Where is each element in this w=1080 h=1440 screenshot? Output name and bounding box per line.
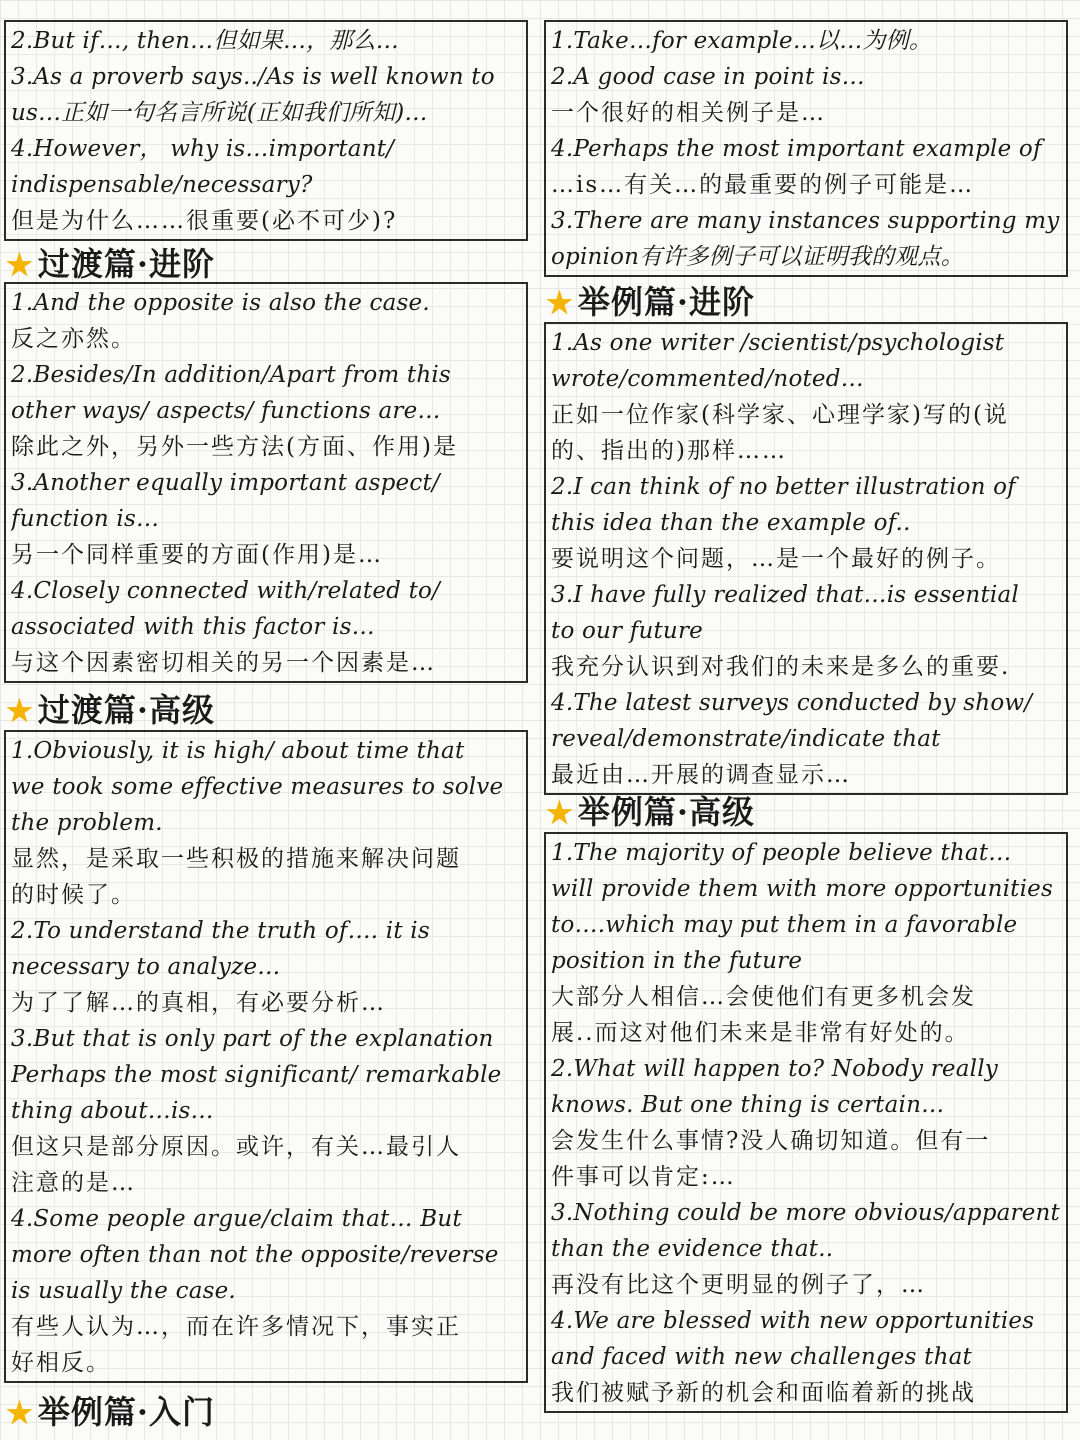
phrase-line: 2.Besides/In addition/Apart from this bbox=[11, 362, 451, 388]
heading-text: 过渡篇·进阶 bbox=[37, 245, 216, 283]
phrase-line: 与这个因素密切相关的另一个因素是… bbox=[11, 650, 436, 676]
phrase-line: 3.I have fully realized that…is essential bbox=[551, 582, 1019, 608]
phrase-line: 1.And the opposite is also the case. bbox=[11, 290, 430, 316]
transition-basic-phrases-box bbox=[4, 20, 528, 241]
heading-transition-advanced bbox=[6, 688, 215, 732]
phrase-line: 大部分人相信…会使他们有更多机会发 bbox=[551, 984, 976, 1010]
phrase-line: 好相反。 bbox=[11, 1350, 111, 1376]
phrase-line: 我充分认识到对我们的未来是多么的重要. bbox=[551, 654, 1011, 680]
phrase-line: 会发生什么事情?没人确切知道。但有一 bbox=[551, 1128, 991, 1154]
phrase-line: we took some effective measures to solve bbox=[11, 774, 504, 800]
phrase-line: to….which may put them in a favorable bbox=[551, 912, 1018, 938]
phrase-line: 1.The majority of people believe that… bbox=[551, 840, 1012, 866]
phrase-line: 要说明这个问题，…是一个最好的例子。 bbox=[551, 546, 1001, 572]
phrase-line: 4.We are blessed with new opportunities bbox=[551, 1308, 1035, 1334]
heading-text: 举例篇·高级 bbox=[577, 793, 756, 831]
phrase-line: thing about…is… bbox=[11, 1098, 214, 1124]
phrase-line: opinion有许多例子可以证明我的观点。 bbox=[551, 244, 964, 270]
phrase-line: than the evidence that.. bbox=[551, 1236, 834, 1262]
phrase-line: 2.I can think of no better illustration of bbox=[551, 474, 1016, 500]
phrase-line: 的时候了。 bbox=[11, 882, 136, 908]
phrase-line: 4.Perhaps the most important example of bbox=[551, 136, 1042, 162]
phrase-line: reveal/demonstrate/indicate that bbox=[551, 726, 941, 752]
phrase-line: indispensable/necessary? bbox=[11, 172, 313, 198]
phrase-line: 4.Closely connected with/related to/ bbox=[11, 578, 441, 604]
phrase-line: 另一个同样重要的方面(作用)是… bbox=[11, 542, 383, 568]
phrase-line: 件事可以肯定:… bbox=[551, 1164, 736, 1190]
star-icon: ★ bbox=[546, 796, 574, 831]
phrase-line: 2.A good case in point is… bbox=[551, 64, 865, 90]
phrase-line: more often than not the opposite/reverse bbox=[11, 1242, 499, 1268]
star-icon: ★ bbox=[6, 248, 34, 283]
phrase-line: 反之亦然。 bbox=[11, 326, 136, 352]
phrase-line: 2.What will happen to? Nobody really bbox=[551, 1056, 998, 1082]
heading-text: 举例篇·进阶 bbox=[577, 283, 756, 321]
example-intermediate-phrases-box bbox=[544, 322, 1068, 795]
phrase-line: 除此之外，另外一些方法(方面、作用)是 bbox=[11, 434, 458, 460]
phrase-line: Perhaps the most significant/ remarkable bbox=[11, 1062, 502, 1088]
phrase-line: 正如一位作家(科学家、心理学家)写的(说 bbox=[551, 402, 1009, 428]
phrase-line: 再没有比这个更明显的例子了，… bbox=[551, 1272, 926, 1298]
phrase-line: 4.The latest surveys conducted by show/ bbox=[551, 690, 1033, 716]
phrase-line: this idea than the example of.. bbox=[551, 510, 911, 536]
phrase-line: function is… bbox=[11, 506, 160, 532]
phrase-line: 3.But that is only part of the explanation bbox=[11, 1026, 494, 1052]
phrase-line: us…正如一句名言所说(正如我们所知)… bbox=[11, 100, 428, 126]
phrase-line: 1.Obviously, it is high/ about time that bbox=[11, 738, 465, 764]
example-basic-phrases-box bbox=[544, 20, 1068, 277]
phrase-line: 显然，是采取一些积极的措施来解决问题 bbox=[11, 846, 461, 872]
phrase-line: 一个很好的相关例子是… bbox=[551, 100, 826, 126]
phrase-line: 2.But if…, then…但如果…，那么… bbox=[11, 28, 399, 54]
phrase-line: 有些人认为…，而在许多情况下，事实正 bbox=[11, 1314, 461, 1340]
phrase-line: and faced with new challenges that bbox=[551, 1344, 972, 1370]
phrase-line: 1.Take…for example…以…为例。 bbox=[551, 28, 933, 54]
heading-example-advanced bbox=[546, 790, 755, 834]
phrase-line: 最近由…开展的调查显示… bbox=[551, 762, 851, 788]
phrase-line: other ways/ aspects/ functions are… bbox=[11, 398, 441, 424]
star-icon: ★ bbox=[546, 286, 574, 321]
phrase-line: wrote/commented/noted… bbox=[551, 366, 864, 392]
phrase-line: 3.Nothing could be more obvious/apparent bbox=[551, 1200, 1060, 1226]
heading-text: 过渡篇·高级 bbox=[37, 691, 216, 729]
phrase-line: 4.Some people argue/claim that… But bbox=[11, 1206, 462, 1232]
heading-example-intermediate bbox=[546, 280, 755, 324]
phrase-line: 3.There are many instances supporting my bbox=[551, 208, 1060, 234]
phrase-line: 我们被赋予新的机会和面临着新的挑战 bbox=[551, 1380, 976, 1406]
phrase-line: 但是为什么……很重要(必不可少)? bbox=[11, 208, 398, 234]
transition-intermediate-phrases-box bbox=[4, 282, 528, 683]
heading-transition-intermediate bbox=[6, 242, 215, 286]
heading-example-basic bbox=[6, 1390, 215, 1434]
phrase-line: associated with this factor is… bbox=[11, 614, 375, 640]
phrase-line: 3.Another equally important aspect/ bbox=[11, 470, 440, 496]
star-icon: ★ bbox=[6, 1396, 34, 1431]
phrase-line: 1.As one writer /scientist/psychologist bbox=[551, 330, 1005, 356]
phrase-line: knows. But one thing is certain… bbox=[551, 1092, 945, 1118]
phrase-line: 为了了解…的真相，有必要分析… bbox=[11, 990, 386, 1016]
phrase-line: is usually the case. bbox=[11, 1278, 236, 1304]
phrase-line: 展..而这对他们未来是非常有好处的。 bbox=[551, 1020, 970, 1046]
star-icon: ★ bbox=[6, 694, 34, 729]
heading-text: 举例篇·入门 bbox=[37, 1393, 216, 1431]
phrase-line: 注意的是… bbox=[11, 1170, 136, 1196]
example-advanced-phrases-box bbox=[544, 832, 1068, 1413]
phrase-line: the problem. bbox=[11, 810, 163, 836]
phrase-line: …is…有关…的最重要的例子可能是… bbox=[551, 172, 975, 198]
phrase-line: 但这只是部分原因。或许，有关…最引人 bbox=[11, 1134, 461, 1160]
phrase-line: necessary to analyze… bbox=[11, 954, 281, 980]
phrase-line: 的、指出的)那样…… bbox=[551, 438, 787, 464]
phrase-line: position in the future bbox=[551, 948, 803, 974]
phrase-line: will provide them with more opportunities bbox=[551, 876, 1053, 902]
transition-advanced-phrases-box bbox=[4, 730, 528, 1383]
phrase-line: 3.As a proverb says../As is well known to bbox=[11, 64, 495, 90]
phrase-line: 4.However， why is…important/ bbox=[11, 136, 395, 162]
phrase-line: 2.To understand the truth of…. it is bbox=[11, 918, 430, 944]
phrase-line: to our future bbox=[551, 618, 703, 644]
